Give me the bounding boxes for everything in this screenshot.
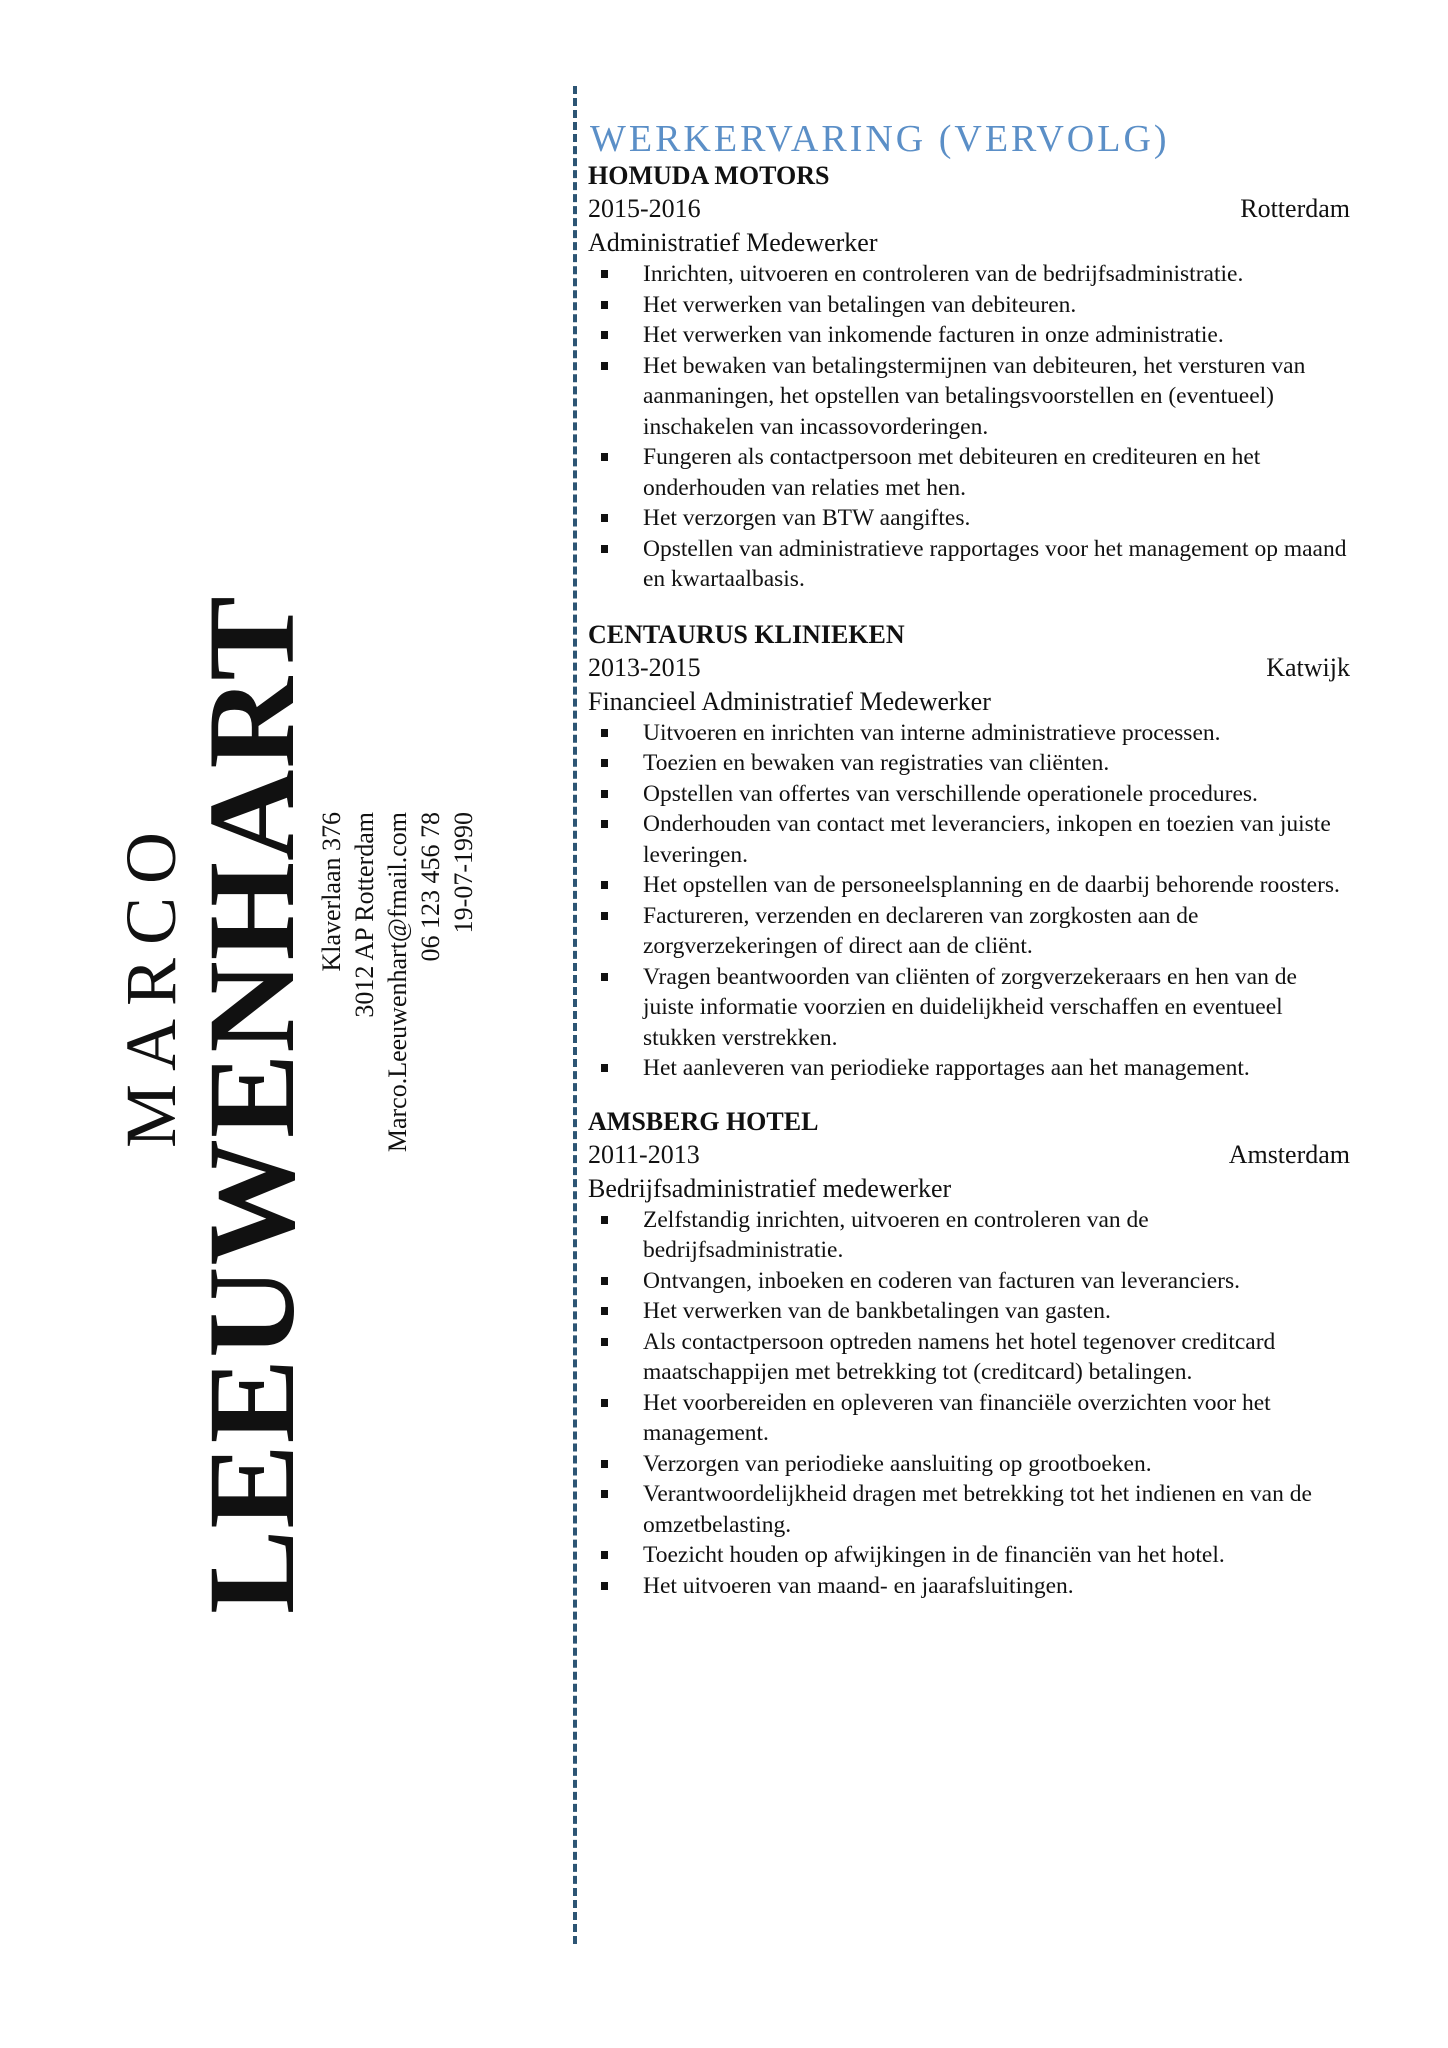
job-city: Katwijk — [1266, 652, 1350, 682]
birthdate: 19-07-1990 — [449, 812, 478, 934]
duty-item: Vragen beantwoorden van cliënten of zorgverzekeraars en hen van de juiste informatie voorzien en duidelijkheid verschaffen en eventueel stukken verstrekken. — [588, 962, 1350, 1054]
job-period: 2011-2013 — [588, 1139, 700, 1169]
address-line1: Klaverlaan 376 — [317, 812, 346, 972]
last-name: LEEUWENHART — [183, 595, 320, 1614]
duty-item: Opstellen van offertes van verschillende operationele procedures. — [588, 779, 1350, 810]
job-entry — [588, 160, 1350, 595]
job-meta — [588, 1138, 1350, 1172]
duty-item: Het voorbereiden en opleveren van financiële overzichten voor het management. — [588, 1388, 1350, 1449]
job-city: Amsterdam — [1228, 1139, 1350, 1169]
first-name: MARCO — [111, 818, 191, 1148]
duty-item: Het verwerken van betalingen van debiteuren. — [588, 290, 1350, 321]
duty-item: Uitvoeren en inrichten van interne administratieve processen. — [588, 718, 1350, 749]
duty-list — [588, 718, 1350, 1084]
duty-list — [588, 1205, 1350, 1602]
duty-list — [588, 259, 1350, 595]
phone: 06 123 456 78 — [416, 812, 445, 962]
contact-block — [315, 812, 480, 1202]
duty-item: Inrichten, uitvoeren en controleren van de bedrijfsadministratie. — [588, 259, 1350, 290]
address-line2: 3012 AP Rotterdam — [350, 812, 379, 1018]
duty-item: Verantwoordelijkheid dragen met betrekking tot het indienen en van de omzetbelasting. — [588, 1479, 1350, 1540]
duty-item: Het uitvoeren van maand- en jaarafsluitingen. — [588, 1571, 1350, 1602]
duty-item: Zelfstandig inrichten, uitvoeren en controleren van de bedrijfsadministratie. — [588, 1205, 1350, 1266]
duty-item: Het bewaken van betalingstermijnen van debiteuren, het versturen van aanmaningen, het opstellen van betalingsvoorstellen en (eventueel) inschakelen van incassovorderingen. — [588, 351, 1350, 443]
job-role: Bedrijfsadministratief medewerker — [588, 1173, 952, 1203]
job-meta — [588, 192, 1350, 226]
work-experience-section — [588, 118, 1350, 1601]
job-meta — [588, 651, 1350, 685]
company-name: HOMUDA MOTORS — [588, 161, 830, 190]
duty-item: Het aanleveren van periodieke rapportages aan het management. — [588, 1053, 1350, 1084]
job-city: Rotterdam — [1240, 194, 1350, 223]
identity-column — [0, 0, 570, 2048]
job-period: 2013-2015 — [588, 652, 701, 682]
duty-item: Onderhouden van contact met leveranciers, inkopen en toezien van juiste leveringen. — [588, 809, 1350, 870]
company-name: AMSBERG HOTEL — [588, 1106, 819, 1136]
job-role: Financieel Administratief Medewerker — [588, 686, 991, 716]
duty-item: Opstellen van administratieve rapportages voor het management op maand en kwartaalbasis. — [588, 534, 1350, 595]
duty-item: Toezicht houden op afwijkingen in de financiën van het hotel. — [588, 1540, 1350, 1571]
job-entry — [588, 1106, 1350, 1602]
duty-item: Het verzorgen van BTW aangiftes. — [588, 503, 1350, 534]
duty-item: Verzorgen van periodieke aansluiting op grootboeken. — [588, 1449, 1350, 1480]
company-name: CENTAURUS KLINIEKEN — [588, 619, 905, 649]
duty-item: Het opstellen van de personeelsplanning en de daarbij behorende roosters. — [588, 870, 1350, 901]
duty-item: Het verwerken van de bankbetalingen van gasten. — [588, 1296, 1350, 1327]
duty-item: Factureren, verzenden en declareren van zorgkosten aan de zorgverzekeringen of direct aan de cliënt. — [588, 901, 1350, 962]
dashed-divider — [573, 86, 577, 1944]
duty-item: Ontvangen, inboeken en coderen van facturen van leveranciers. — [588, 1266, 1350, 1297]
duty-item: Het verwerken van inkomende facturen in onze administratie. — [588, 320, 1350, 351]
section-title: WERKERVARING (VERVOLG) — [590, 118, 1170, 160]
job-period: 2015-2016 — [588, 194, 701, 223]
duty-item: Als contactpersoon optreden namens het hotel tegenover creditcard maatschappijen met betrekking tot (creditcard) betalingen. — [588, 1327, 1350, 1388]
email: Marco.Leeuwenhart@fmail.com — [383, 812, 412, 1153]
job-role: Administratief Medewerker — [588, 228, 878, 257]
duty-item: Toezien en bewaken van registraties van cliënten. — [588, 748, 1350, 779]
job-entry — [588, 619, 1350, 1084]
duty-item: Fungeren als contactpersoon met debiteuren en crediteuren en het onderhouden van relaties met hen. — [588, 442, 1350, 503]
